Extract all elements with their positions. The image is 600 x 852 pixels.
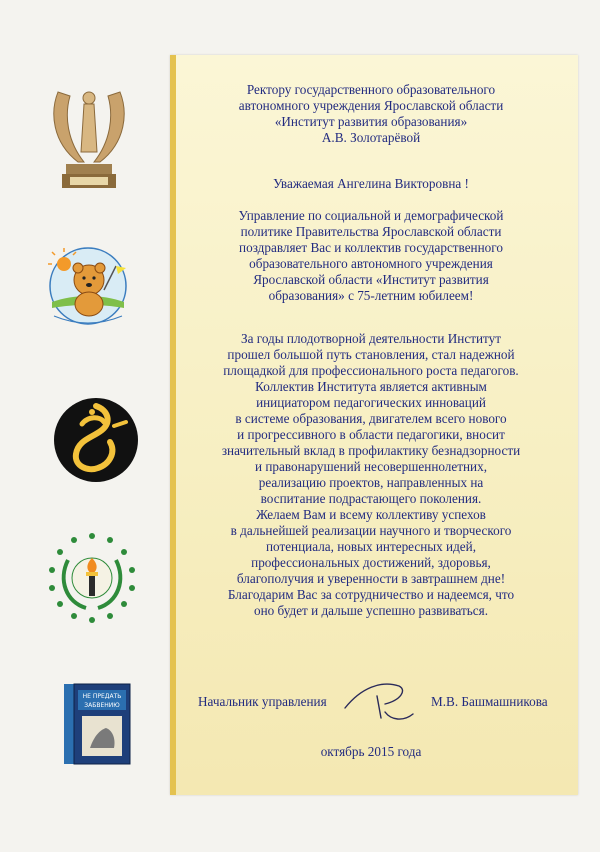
paragraph-line: оно будет и дальше успешно развиваться. (253, 603, 489, 618)
paragraph-line: образовательного автономного учреждения (249, 256, 493, 271)
paragraph-line: образования» с 75-летним юбилеем! (268, 288, 474, 303)
bear-sun-icon (44, 246, 132, 328)
paragraph-line: значительный вклад в профилактику безнадзорности (221, 443, 521, 458)
paragraph-line: благополучия и уверенности в завтрашнем дне! (236, 571, 506, 586)
book-icon (60, 680, 134, 768)
paragraph-line: профессиональных достижений, здоровья, (251, 555, 491, 570)
paragraph-line: в дальнейшей реализации научного и творческого (230, 523, 512, 538)
letter-date: октябрь 2015 года (320, 744, 422, 759)
signature-title: Начальник управления (198, 694, 327, 709)
torch-wreath-icon (44, 530, 140, 626)
swan-emblem-icon (52, 396, 140, 484)
paragraph-line: площадкой для профессионального роста педагогов. (223, 363, 519, 378)
addressee-line: Ректору государственного образовательного (246, 82, 496, 97)
paragraph-line: реализацию проектов, направленных на (258, 475, 484, 490)
paragraph-line: воспитание подрастающего поколения. (260, 491, 482, 506)
signature-name: М.В. Башмашникова (431, 694, 548, 709)
paragraph-line: Коллектив Института является активным (255, 379, 487, 394)
paragraph-line: За годы плодотворной деятельности Институт (241, 331, 501, 346)
main-paragraph (176, 331, 566, 619)
addressee-block (176, 82, 566, 146)
paragraph-line: потенциала, новых интересных идей, (265, 539, 477, 554)
paragraph-line: Ярославской области «Институт развития (253, 272, 489, 287)
paragraph-line: Желаем Вам и всему коллективу успехов (256, 507, 486, 522)
emblem-sidebar (0, 0, 170, 852)
paragraph-line: и прогрессивного в области педагогики, вносит (237, 427, 505, 442)
paragraph-line: и правонарушений несовершеннолетних, (254, 459, 488, 474)
handwritten-signature (341, 678, 421, 728)
addressee-line: А.В. Золотарёвой (321, 130, 421, 145)
greeting: Уважаемая Ангелина Викторовна ! (273, 176, 469, 191)
paragraph-line: инициатором педагогических инноваций (256, 395, 486, 410)
addressee-line: «Институт развития образования» (274, 114, 468, 129)
paragraph-line: политике Правительства Ярославской области (240, 224, 502, 239)
paragraph-line: прошел большой путь становления, стал надежной (227, 347, 515, 362)
paragraph-line: Благодарим Вас за сотрудничество и надеемся, что (227, 587, 515, 602)
book-title-line-1: НЕ ПРЕДАТЬ (82, 693, 122, 700)
paragraph-line: Управление по социальной и демографической (238, 208, 504, 223)
hands-trophy-icon (48, 82, 130, 190)
paragraph-line: поздравляет Вас и коллектив государственного (239, 240, 503, 255)
paragraph-line: в системе образования, двигателем всего нового (235, 411, 507, 426)
book-title-line-2: ЗАБВЕНИЮ (84, 702, 120, 709)
signature-row (176, 692, 566, 722)
addressee-line: автономного учреждения Ярославской области (238, 98, 504, 113)
congratulation-paragraph (176, 208, 566, 304)
